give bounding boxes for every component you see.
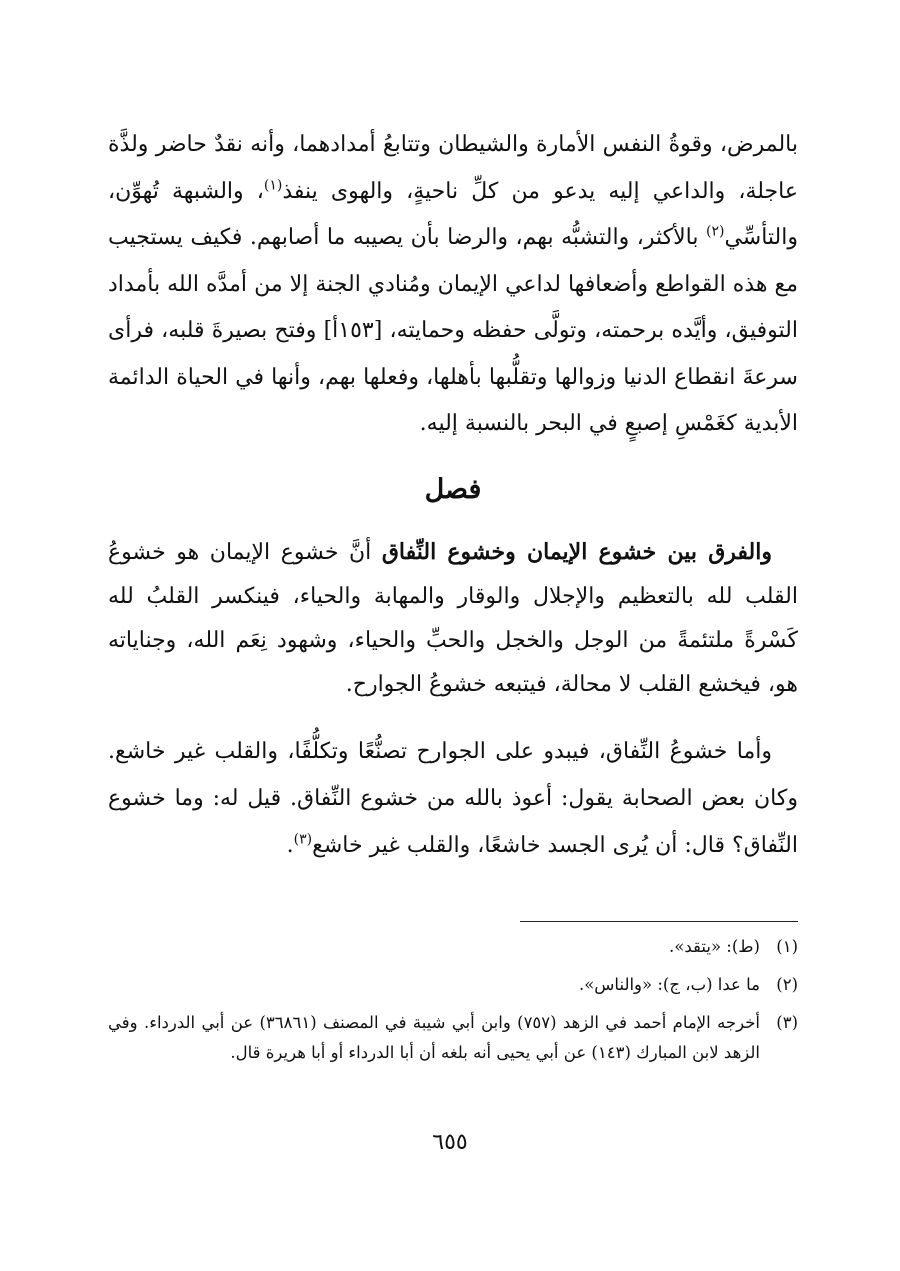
footnote-text: (ط): «يتقد». xyxy=(669,937,760,956)
footnote-3 xyxy=(108,1008,798,1068)
paragraph-text: ، والشبهة تُهوِّن، والتأسِّي xyxy=(108,178,798,250)
paragraph-text: وأما خشوعُ النِّفاق، فيبدو على الجوارح تصنُّعًا وتكلُّفًا، والقلب غير خاشع. وكان بعض الصحابة يقول: أعوذ بالله من خشوع النِّفاق. قيل له: وما خشوع النِّفاق؟ قال: أن يُرى الجسد خاشعًا، والقلب غير خاشع xyxy=(108,739,798,858)
body-paragraph-1 xyxy=(108,122,798,448)
footnote-number: (٣) xyxy=(776,1013,798,1032)
paragraph-text: بالمرض، وقوةُ النفس الأمارة والشيطان وتتابعُ أمدادهما، وأنه نقدٌ حاضر ولذَّة عاجلة، والداعي إليه يدعو من كلِّ ناحيةٍ، والهوى ينفذ xyxy=(108,132,798,204)
body-paragraph-3 xyxy=(108,728,798,869)
paragraph-text: بالأكثر، والتشبُّه بهم، والرضا بأن يصيبه ما أصابهم. فكيف يستجيب مع هذه القواطع وأضعافها لداعي الإيمان ومُنادي الجنة إلا من أمدَّه الله بأمداد التوفيق، وأيَّده برحمته، وتولَّى حفظه وحمايته، [١٥٣أ] وفتح بصيرةَ قلبه، فرأى سرعةَ انقطاع الدنيا وزوالها وتقلُّبها بأهلها، وفعلها بهم، وأنها في الحياة الدائمة الأبدية كغَمْسِ إصبعٍ في البحر بالنسبة إليه. xyxy=(108,225,798,436)
footnote-2 xyxy=(108,970,798,1000)
section-heading: فصل xyxy=(424,474,482,505)
paragraph-text: أنَّ خشوع الإيمان هو خشوعُ القلب لله بالتعظيم والإجلال والوقار والمهابة والحياء، فينكسر القلبُ لله كَسْرةً ملتئمةً من الوجل والخجل والحبِّ والحياء، وشهود نِعَم الله، وجناياته هو، فيخشع القلب لا محالة، فيتبعه خشوعُ الجوارح. xyxy=(108,540,798,697)
footnote-text: أخرجه الإمام أحمد في الزهد (٧٥٧) وابن أبي شيبة في المصنف (٣٦٨٦١) عن أبي الدرداء. وفي الزهد لابن المبارك (١٤٣) عن أبي يحيى أنه بلغه أن أبا الدرداء أو أبا هريرة قال. xyxy=(108,1013,760,1062)
footnote-ref-1[interactable]: (١) xyxy=(263,177,283,194)
footnote-number: (٢) xyxy=(776,975,798,994)
footnote-1 xyxy=(108,932,798,962)
footnote-divider xyxy=(520,921,798,922)
footnote-ref-3[interactable]: (٣) xyxy=(293,831,313,848)
paragraph-lead: والفرق بين خشوع الإيمان وخشوع النِّفاق xyxy=(381,539,772,565)
body-paragraph-2 xyxy=(108,530,798,707)
footnote-text: ما عدا (ب، ج): «والناس». xyxy=(578,975,760,994)
footnote-ref-2[interactable]: (٢) xyxy=(705,223,725,240)
page-number: ٦٥٥ xyxy=(432,1130,468,1155)
footnote-number: (١) xyxy=(776,937,798,956)
paragraph-text: . xyxy=(286,833,294,858)
